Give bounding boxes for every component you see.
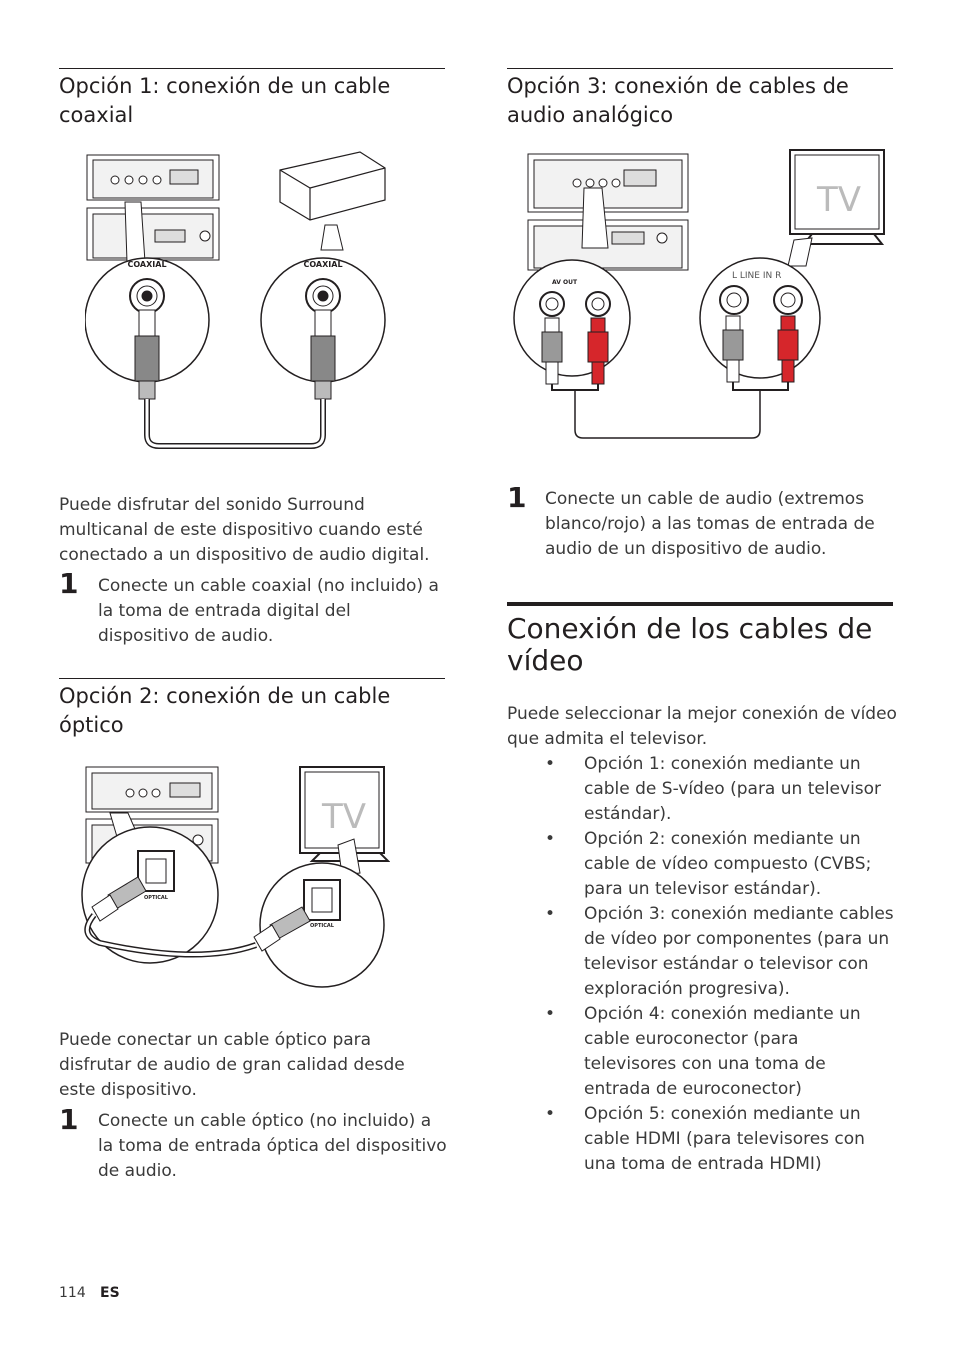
video-options-list: [507, 752, 895, 1177]
option3-heading: Opción 3: conexión de cables de audio analógico: [507, 74, 849, 127]
video-section-heading: Conexión de los cables de vídeo: [507, 612, 873, 677]
video-section-rule: [507, 602, 893, 606]
video-option-text: Opción 4: conexión mediante un cable euroconector (para televisores con una toma de entrada de euroconector): [584, 1004, 861, 1099]
bullet-icon: •: [545, 754, 556, 774]
language-code: ES: [100, 1285, 120, 1301]
video-option-text: Opción 1: conexión mediante un cable de S-vídeo (para un televisor estándar).: [584, 754, 882, 824]
option2-step-number: 1: [59, 1103, 79, 1136]
coaxial-connection-figure: [85, 150, 395, 455]
coaxial-label-right: COAXIAL: [303, 260, 343, 269]
option2-rule: [59, 678, 445, 679]
list-item: [507, 1002, 895, 1102]
list-item: [507, 752, 895, 827]
list-item: [507, 902, 895, 1002]
bullet-icon: •: [545, 829, 556, 849]
list-item: [507, 1102, 895, 1177]
page-number: 114: [59, 1285, 86, 1301]
optical-connection-figure: [80, 765, 390, 990]
video-option-text: Opción 2: conexión mediante un cable de vídeo compuesto (CVBS; para un televisor estándar).: [584, 829, 872, 899]
tv-label-option3: TV: [816, 180, 862, 220]
list-item: [507, 827, 895, 902]
video-option-text: Opción 5: conexión mediante un cable HDMI (para televisores con una toma de entrada HDMI): [584, 1104, 865, 1174]
option3-step-number: 1: [507, 481, 527, 514]
option1-rule: [59, 68, 445, 69]
video-intro: Puede seleccionar la mejor conexión de vídeo que admita el televisor.: [507, 704, 897, 749]
option1-step-text: Conecte un cable coaxial (no incluido) a la toma de entrada digital del dispositivo de audio.: [98, 576, 439, 646]
audio-device-icon: [280, 150, 385, 220]
option1-heading: Opción 1: conexión de un cable coaxial: [59, 74, 391, 127]
bullet-icon: •: [545, 1004, 556, 1024]
option1-intro: Puede disfrutar del sonido Surround multicanal de este dispositivo cuando esté conectado a un dispositivo de audio digital.: [59, 495, 430, 565]
option3-step-text: Conecte un cable de audio (extremos blanco/rojo) a las tomas de entrada de audio de un dispositivo de audio.: [545, 489, 875, 559]
bullet-icon: •: [545, 1104, 556, 1124]
tv-label-option2: TV: [321, 797, 367, 837]
option3-rule: [507, 68, 893, 69]
option2-intro: Puede conectar un cable óptico para disfrutar de audio de gran calidad desde este dispositivo.: [59, 1030, 405, 1100]
av-out-label: AV OUT: [552, 279, 578, 286]
option2-heading: Opción 2: conexión de un cable óptico: [59, 684, 391, 737]
line-in-label: L LINE IN R: [732, 271, 782, 281]
option1-step-number: 1: [59, 567, 79, 600]
optical-label-right: OPTICAL: [310, 923, 334, 929]
bullet-icon: •: [545, 904, 556, 924]
optical-label-left: OPTICAL: [144, 895, 168, 901]
main-unit-icon: [87, 155, 219, 260]
coaxial-label-left: COAXIAL: [127, 260, 167, 269]
video-option-text: Opción 3: conexión mediante cables de vídeo por componentes (para un televisor estándar o televisor con exploración progresiva).: [584, 904, 894, 999]
av-out-detail: [514, 260, 630, 376]
analog-audio-connection-figure: [512, 148, 887, 443]
option2-step-text: Conecte un cable óptico (no incluido) a la toma de entrada óptica del dispositivo de audio.: [98, 1111, 447, 1181]
